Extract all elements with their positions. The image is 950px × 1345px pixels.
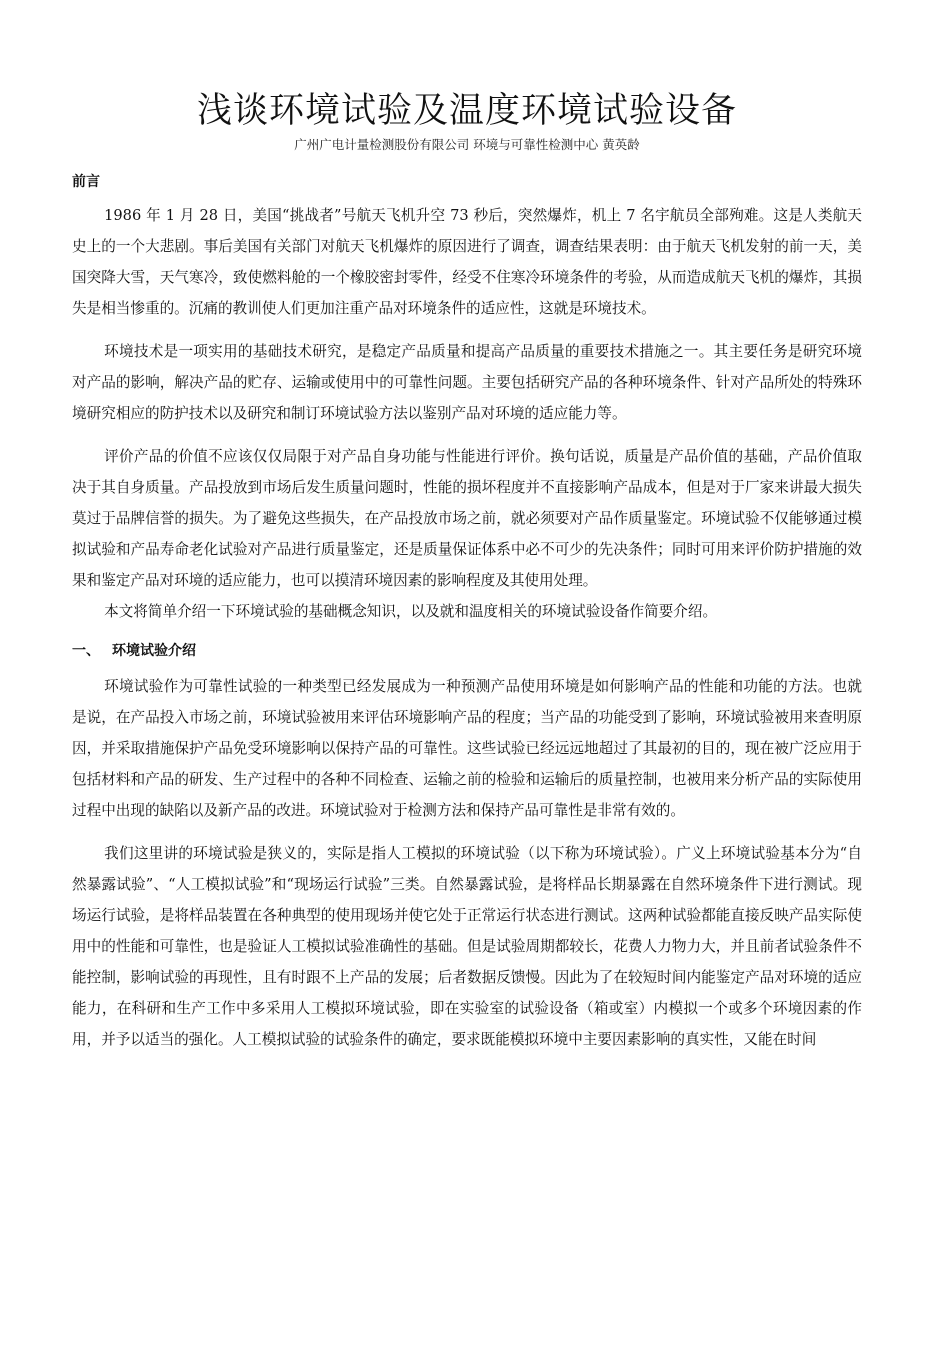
document-author-line: 广州广电计量检测股份有限公司 环境与可靠性检测中心 黄英龄	[294, 137, 640, 152]
section-1-paragraph-2: 我们这里讲的环境试验是狭义的，实际是指人工模拟的环境试验（以下称为环境试验）。广义上环境试验基本分为“自然暴露试验”、“人工模拟试验”和“现场运行试验”三类。自然暴露试验，是将样品长期暴露在自然环境条件下进行测试。现场运行试验，是将样品装置在各种典型的使用现场并使它处于正常运行状态进行测试。这两种试验都能直接反映产品实际使用中的性能和可靠性，也是验证人工模拟试验准确性的基础。但是试验周期都较长，花费人力物力大，并且前者试验条件不能控制，影响试验的再现性，且有时跟不上产品的发展；后者数据反馈慢。因此为了在较短时间内能鉴定产品对环境的适应能力，在科研和生产工作中多采用人工模拟环境试验，即在实验室的试验设备（箱或室）内模拟一个或多个环境因素的作用，并予以适当的强化。人工模拟试验的试验条件的确定，要求既能模拟环境中主要因素影响的真实性，又能在时间	[72, 845, 862, 1048]
preface-heading: 前言	[72, 174, 100, 190]
document-page	[72, 0, 862, 1055]
section-1-heading	[72, 641, 862, 661]
section-1-paragraph-1: 环境试验作为可靠性试验的一种类型已经发展成为一种预测产品使用环境是如何影响产品的性能和功能的方法。也就是说，在产品投入市场之前，环境试验被用来评估环境影响产品的程度；当产品的功能受到了影响，环境试验被用来查明原因，并采取措施保护产品免受环境影响以保持产品的可靠性。这些试验已经远远地超过了其最初的目的，现在被广泛应用于包括材料和产品的研发、生产过程中的各种不同检查、运输之前的检验和运输后的质量控制，也被用来分析产品的实际使用过程中出现的缺陷以及新产品的改进。环境试验对于检测方法和保持产品可靠性是非常有效的。	[72, 678, 862, 819]
preface-paragraph-1: 1986 年 1 月 28 日，美国“挑战者”号航天飞机升空 73 秒后，突然爆炸，机上 7 名宇航员全部殉难。这是人类航天史上的一个大悲剧。事后美国有关部门对航天飞机爆炸的原因进行了调查，调查结果表明：由于航天飞机发射的前一天，美国突降大雪，天气寒冷，致使燃料舱的一个橡胶密封零件，经受不住寒冷环境条件的考验，从而造成航天飞机的爆炸，其损失是相当惨重的。沉痛的教训使人们更加注重产品对环境条件的适应性，这就是环境技术。	[72, 207, 862, 317]
section-1-title: 环境试验介绍	[112, 643, 196, 659]
preface-paragraph-2: 环境技术是一项实用的基础技术研究，是稳定产品质量和提高产品质量的重要技术措施之一。其主要任务是研究环境对产品的影响，解决产品的贮存、运输或使用中的可靠性问题。主要包括研究产品的各种环境条件、针对产品所处的特殊环境研究相应的防护技术以及研究和制订环境试验方法以鉴别产品对环境的适应能力等。	[72, 343, 862, 422]
document-title: 浅谈环境试验及温度环境试验设备	[196, 91, 737, 131]
section-1-number: 一、	[72, 643, 100, 659]
preface-paragraph-3: 评价产品的价值不应该仅仅局限于对产品自身功能与性能进行评价。换句话说，质量是产品价值的基础，产品价值取决于其自身质量。产品投放到市场后发生质量问题时，性能的损坏程度并不直接影响产品成本，但是对于厂家来讲最大损失莫过于品牌信誉的损失。为了避免这些损失，在产品投放市场之前，就必须要对产品作质量鉴定。环境试验不仅能够通过模拟试验和产品寿命老化试验对产品进行质量鉴定，还是质量保证体系中必不可少的先决条件；同时可用来评价防护措施的效果和鉴定产品对环境的适应能力，也可以摸清环境因素的影响程度及其使用处理。	[72, 448, 862, 589]
preface-paragraph-4: 本文将简单介绍一下环境试验的基础概念知识，以及就和温度相关的环境试验设备作简要介绍。	[104, 603, 718, 620]
